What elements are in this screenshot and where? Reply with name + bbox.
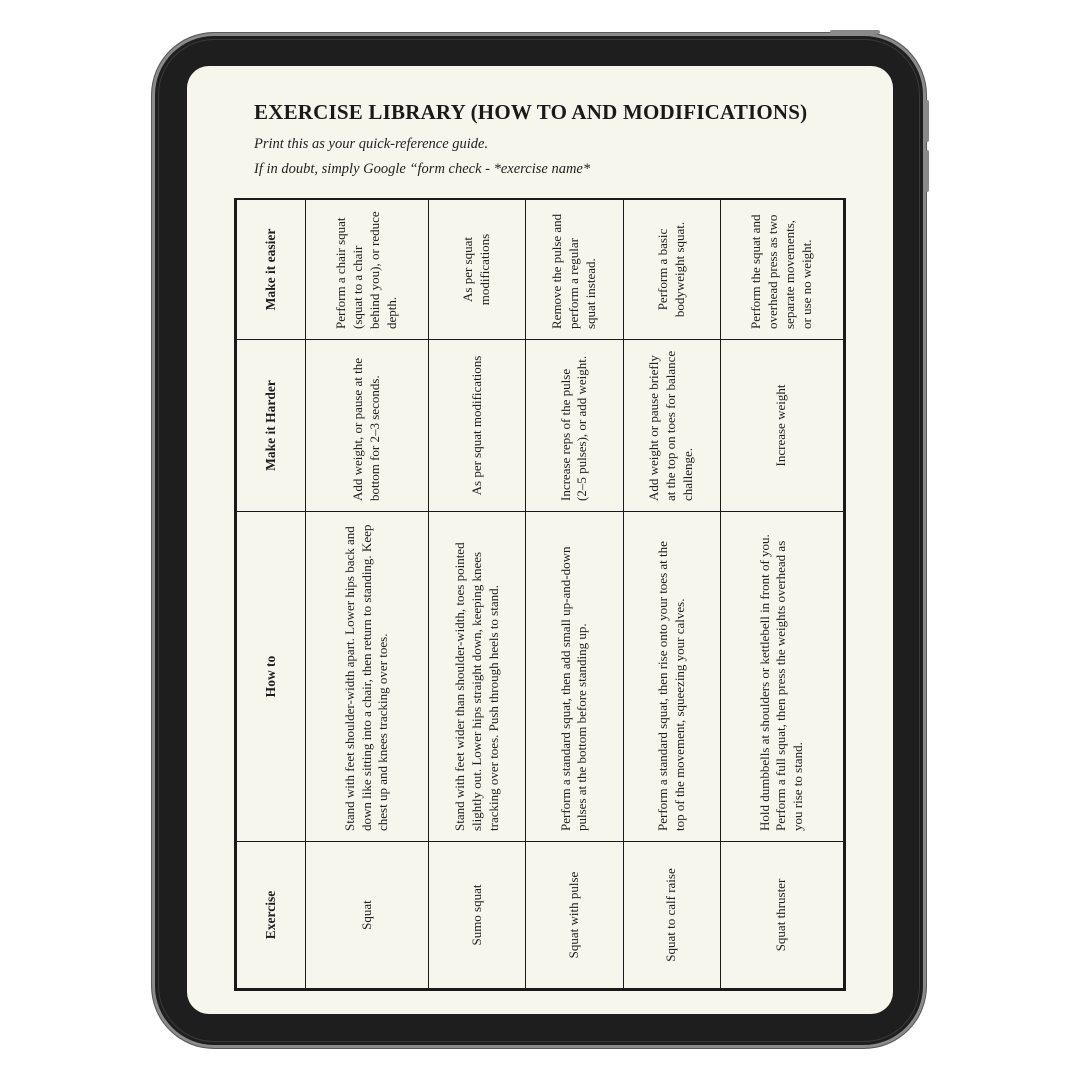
cell-exercise: Squat: [306, 842, 429, 989]
volume-up-button: [925, 100, 929, 142]
cell-exercise: Sumo squat: [429, 842, 526, 989]
cell-easier: As per squat modifications: [429, 200, 526, 340]
page-title: EXERCISE LIBRARY (HOW TO AND MODIFICATIONS): [254, 100, 808, 124]
table-row: [429, 200, 526, 989]
cell-exercise: Squat thruster: [720, 842, 843, 989]
header-make-easier: Make it easier: [237, 200, 306, 340]
page-subtitle-google: If in doubt, simply Google “form check - *exercise name*: [254, 161, 591, 177]
cell-how-to: Perform a standard squat, then add small up-and-down pulses at the bottom before standing up.: [526, 512, 623, 842]
volume-down-button: [925, 150, 929, 192]
exercise-table-container: [234, 198, 846, 991]
cell-how-to: Hold dumbbells at shoulders or kettlebell in front of you. Perform a full squat, then press the weights overhead as you rise to stand.: [720, 512, 843, 842]
cell-exercise: Squat to calf raise: [623, 842, 720, 989]
cell-how-to: Perform a standard squat, then rise onto your toes at the top of the movement, squeezing your calves.: [623, 512, 720, 842]
table-row: [526, 200, 623, 989]
header-how-to: How to: [237, 512, 306, 842]
power-button: [830, 30, 880, 34]
cell-exercise: Squat with pulse: [526, 842, 623, 989]
cell-easier: Perform the squat and overhead press as two separate movements, or use no weight.: [720, 200, 843, 340]
cell-harder: Increase reps of the pulse (2–5 pulses), or add weight.: [526, 340, 623, 512]
table-row: [720, 200, 843, 989]
exercise-table-rotated: [236, 200, 844, 989]
cell-harder: Add weight, or pause at the bottom for 2–3 seconds.: [306, 340, 429, 512]
header-make-harder: Make it Harder: [237, 340, 306, 512]
cell-how-to: Stand with feet shoulder-width apart. Lower hips back and down like sitting into a chair, then return to standing. Keep chest up and knees tracking over toes.: [306, 512, 429, 842]
exercise-table: [236, 199, 844, 989]
page-subtitle-print: Print this as your quick-reference guide.: [254, 136, 489, 152]
table-header-row: [237, 200, 306, 989]
cell-harder: Increase weight: [720, 340, 843, 512]
cell-easier: Remove the pulse and perform a regular squat instead.: [526, 200, 623, 340]
cell-harder: Add weight or pause briefly at the top on toes for balance challenge.: [623, 340, 720, 512]
cell-easier: Perform a basic bodyweight squat.: [623, 200, 720, 340]
table-row: [623, 200, 720, 989]
table-row: [306, 200, 429, 989]
cell-easier: Perform a chair squat (squat to a chair behind you), or reduce depth.: [306, 200, 429, 340]
cell-harder: As per squat modifications: [429, 340, 526, 512]
header-exercise: Exercise: [237, 842, 306, 989]
cell-how-to: Stand with feet wider than shoulder-width, toes pointed slightly out. Lower hips straight down, keeping knees tracking over toes. Push through heels to stand.: [429, 512, 526, 842]
tablet-screen: [187, 66, 893, 1014]
